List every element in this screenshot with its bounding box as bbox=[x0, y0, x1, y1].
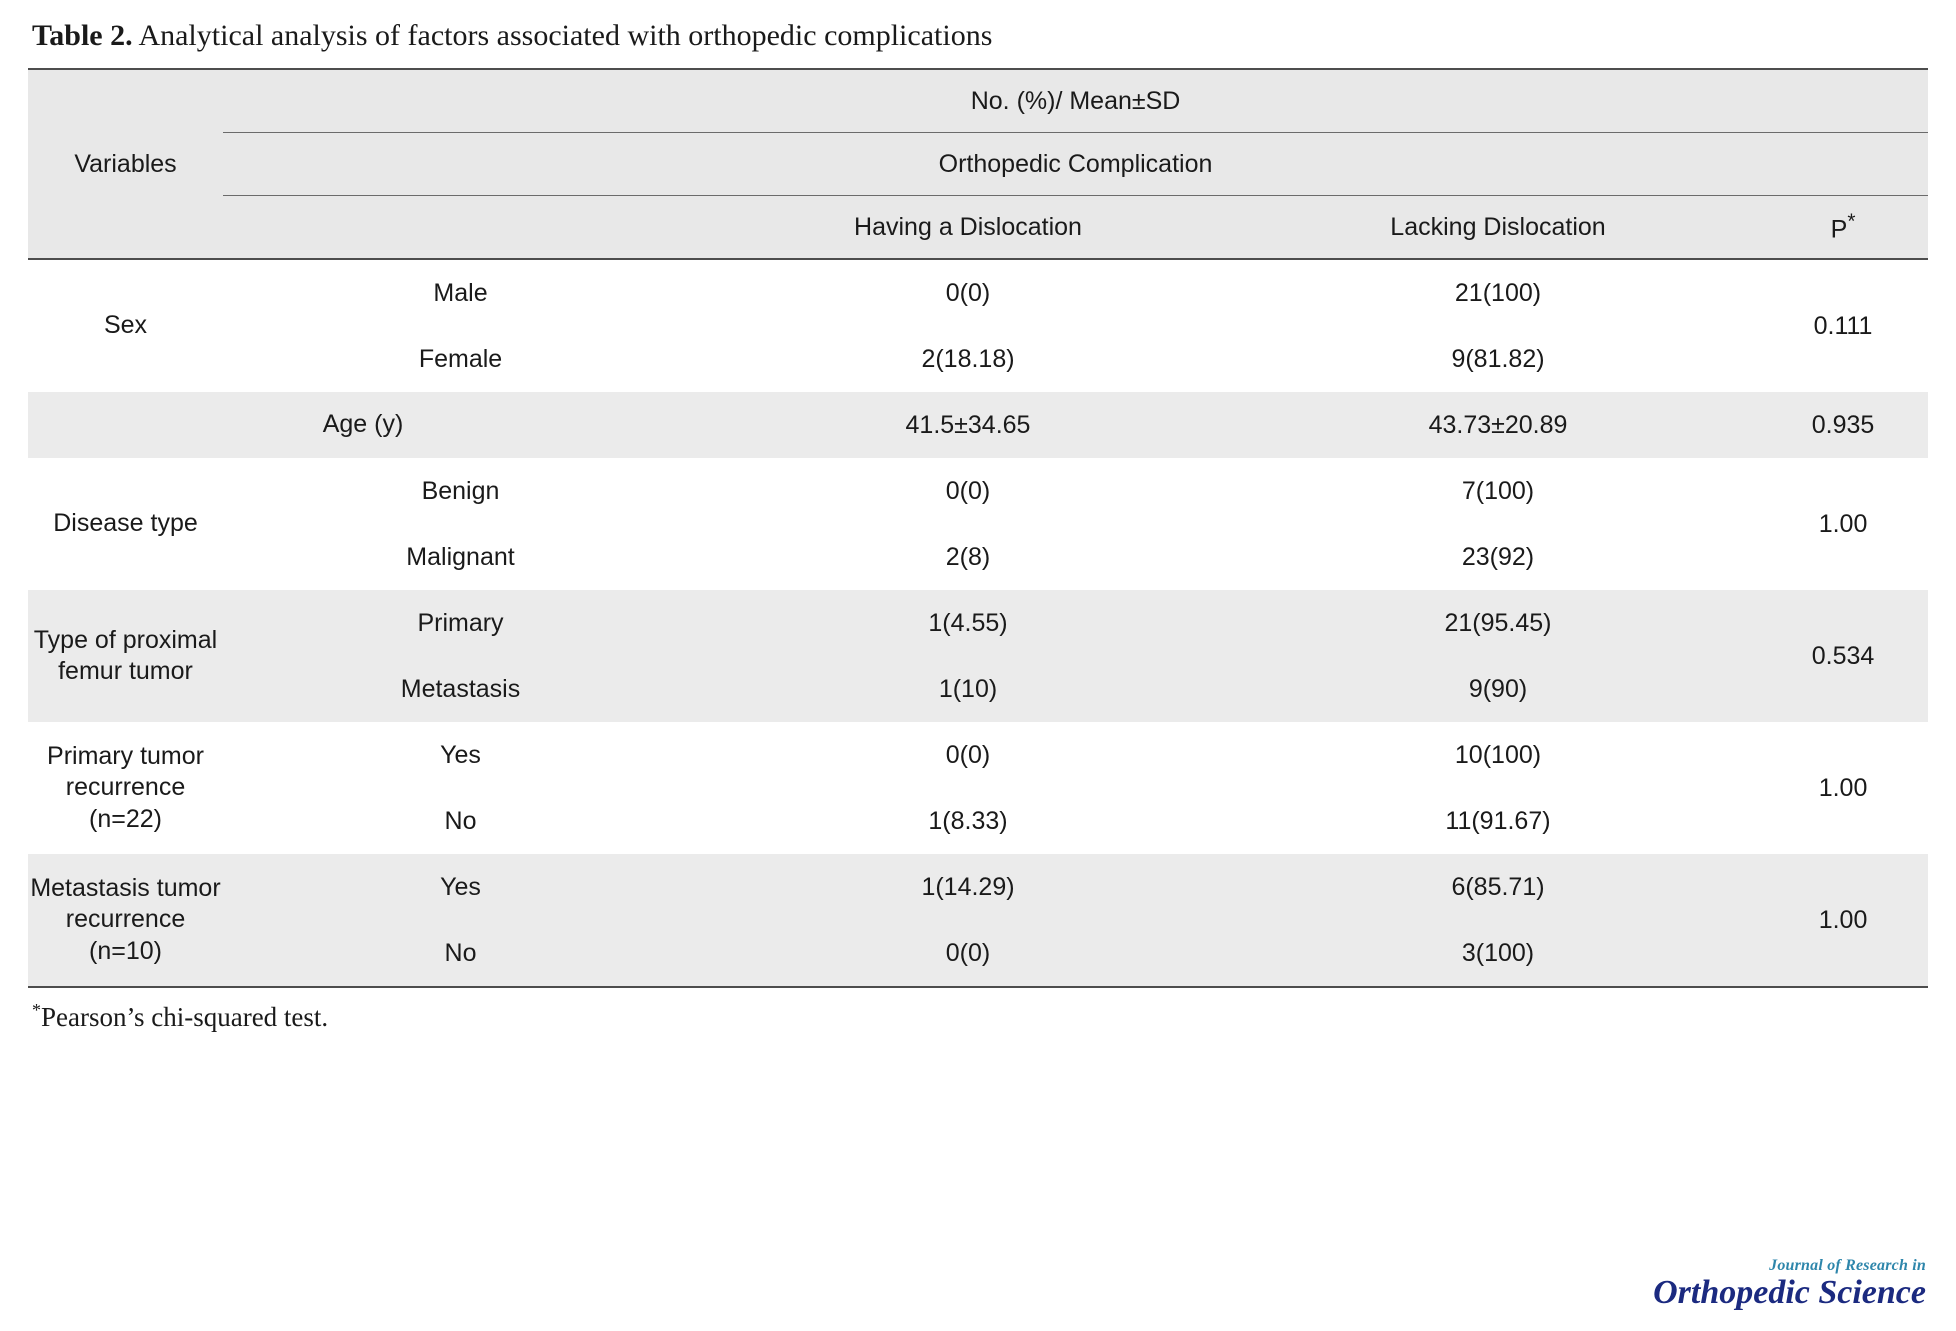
sub-label: No bbox=[444, 806, 477, 835]
value-lacking: 6(85.71) bbox=[1451, 872, 1545, 901]
table-head bbox=[28, 69, 1928, 259]
header-no-percent-mean-sd: No. (%)/ Mean±SD bbox=[223, 69, 1928, 133]
table-row bbox=[28, 656, 1928, 722]
sub-label: Male bbox=[433, 278, 488, 307]
value-lacking: 43.73±20.89 bbox=[1428, 410, 1568, 439]
sub-label: Female bbox=[418, 344, 503, 373]
p-value-disease-type: 1.00 bbox=[1818, 509, 1868, 538]
value-lacking: 23(92) bbox=[1461, 542, 1535, 571]
sub-label: Yes bbox=[440, 872, 481, 901]
value-having: 0(0) bbox=[945, 278, 991, 307]
group-label-primary-tumor-recurrence: Primary tumor recurrence (n=22) bbox=[47, 742, 204, 833]
sub-label: Primary bbox=[417, 608, 504, 637]
analysis-table bbox=[28, 68, 1928, 988]
table-row bbox=[28, 326, 1928, 392]
sub-label: Metastasis bbox=[400, 674, 521, 703]
value-lacking: 9(81.82) bbox=[1451, 344, 1545, 373]
footnote-text: Pearson’s chi-squared test. bbox=[41, 1002, 329, 1032]
value-having: 1(14.29) bbox=[921, 872, 1015, 901]
p-value-primary-tumor-recurrence: 1.00 bbox=[1818, 773, 1868, 802]
header-p-superscript: * bbox=[1847, 209, 1856, 233]
table-footnote bbox=[32, 1000, 1928, 1033]
p-value-metastasis-tumor-recurrence: 1.00 bbox=[1818, 905, 1868, 934]
value-having: 1(4.55) bbox=[928, 608, 1008, 637]
table-caption bbox=[32, 18, 1928, 54]
value-lacking: 11(91.67) bbox=[1445, 806, 1551, 835]
p-value-sex: 0.111 bbox=[1813, 311, 1873, 340]
value-having: 1(8.33) bbox=[928, 806, 1008, 835]
header-p-value bbox=[1758, 196, 1928, 260]
table-row bbox=[28, 259, 1928, 326]
header-having-dislocation: Having a Dislocation bbox=[854, 212, 1082, 241]
table-row bbox=[28, 722, 1928, 788]
table-row bbox=[28, 458, 1928, 524]
journal-logo bbox=[1653, 1258, 1926, 1311]
value-lacking: 10(100) bbox=[1454, 740, 1542, 769]
value-having: 1(10) bbox=[938, 674, 998, 703]
value-having: 0(0) bbox=[945, 740, 991, 769]
table-row bbox=[28, 788, 1928, 854]
header-row-mid bbox=[28, 133, 1928, 196]
table-row bbox=[28, 854, 1928, 920]
table-body bbox=[28, 259, 1928, 987]
sub-label: Yes bbox=[440, 740, 481, 769]
group-label-proximal-femur-tumor: Type of proximal femur tumor bbox=[33, 625, 218, 685]
sub-label: Malignant bbox=[406, 542, 515, 571]
group-label-sex: Sex bbox=[103, 311, 148, 340]
value-lacking: 21(95.45) bbox=[1444, 608, 1552, 637]
sub-label: No bbox=[444, 938, 477, 967]
header-orthopedic-complication: Orthopedic Complication bbox=[223, 133, 1928, 196]
header-row-top bbox=[28, 69, 1928, 133]
value-having: 0(0) bbox=[945, 476, 991, 505]
sub-label: Benign bbox=[421, 476, 500, 505]
header-row-cols bbox=[28, 196, 1928, 260]
p-value-age: 0.935 bbox=[1811, 410, 1875, 439]
value-having: 2(18.18) bbox=[921, 344, 1015, 373]
table-row bbox=[28, 524, 1928, 590]
value-having: 41.5±34.65 bbox=[905, 410, 1031, 439]
value-having: 2(8) bbox=[945, 542, 991, 571]
header-lacking-dislocation: Lacking Dislocation bbox=[1390, 212, 1606, 241]
table-row bbox=[28, 392, 1928, 458]
journal-logo-line1: Journal of Research in bbox=[1769, 1256, 1926, 1274]
caption-text: Analytical analysis of factors associated with orthopedic complications bbox=[138, 19, 993, 52]
header-variables: Variables bbox=[74, 149, 177, 178]
p-value-proximal-femur-tumor: 0.534 bbox=[1811, 641, 1875, 670]
group-label-metastasis-tumor-recurrence: Metastasis tumor recurrence (n=10) bbox=[30, 874, 221, 965]
header-spacer bbox=[223, 196, 698, 260]
journal-logo-line2: Orthopedic Science bbox=[1653, 1274, 1926, 1312]
value-lacking: 7(100) bbox=[1461, 476, 1535, 505]
caption-label: Table 2. bbox=[32, 19, 133, 52]
footnote-marker: * bbox=[32, 1000, 41, 1020]
group-label-disease-type: Disease type bbox=[53, 509, 198, 538]
value-lacking: 3(100) bbox=[1461, 938, 1535, 967]
value-having: 0(0) bbox=[945, 938, 991, 967]
table-row bbox=[28, 590, 1928, 656]
header-p-label: P bbox=[1830, 215, 1848, 244]
group-label-age: Age (y) bbox=[322, 410, 404, 439]
table-row bbox=[28, 920, 1928, 987]
value-lacking: 9(90) bbox=[1468, 674, 1528, 703]
value-lacking: 21(100) bbox=[1454, 278, 1542, 307]
